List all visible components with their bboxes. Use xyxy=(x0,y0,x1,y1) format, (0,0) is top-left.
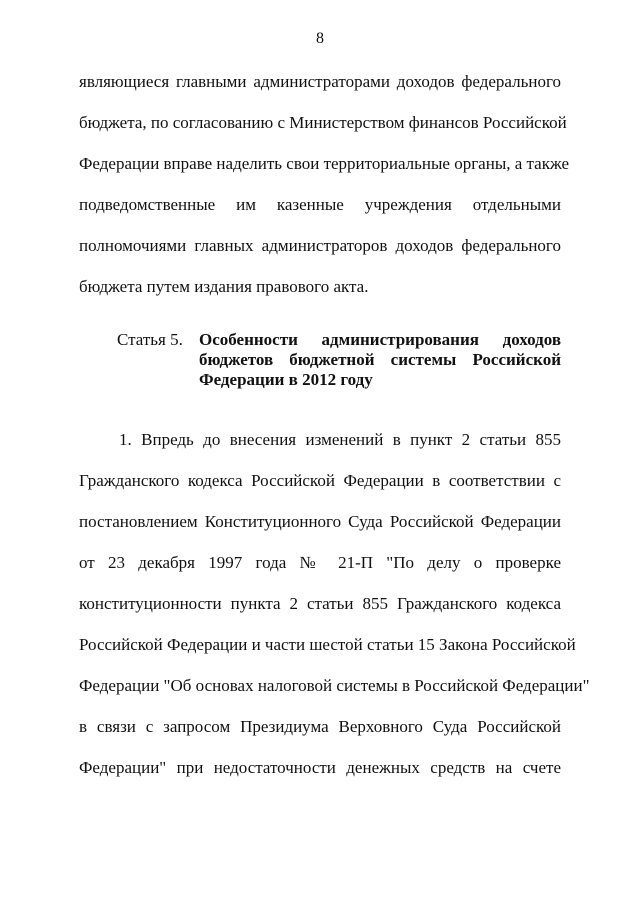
text-line: полномочиями главных администраторов доходов федерального xyxy=(79,236,561,255)
text-line: Российской Федерации и части шестой статьи 15 Закона Российской xyxy=(79,635,576,654)
text-line: Федерации вправе наделить свои территориальные органы, а также xyxy=(79,154,570,173)
article-label: Статья 5. xyxy=(117,330,183,349)
text-line: бюджета путем издания правового акта. xyxy=(79,277,369,296)
text-line: постановлением Конституционного Суда Российской Федерации xyxy=(79,512,561,531)
text-line: от 23 декабря 1997 года № 21-П "По делу о проверке xyxy=(79,553,561,572)
text-line: являющиеся главными администраторами доходов федерального xyxy=(79,72,561,91)
text-line: в связи с запросом Президиума Верховного Суда Российской xyxy=(79,717,561,736)
text-line: Федерации "Об основах налоговой системы в Российской Федерации" xyxy=(79,676,590,695)
text-line: Федерации" при недостаточности денежных средств на счете xyxy=(79,758,561,777)
paragraph-continuation xyxy=(79,61,570,307)
article-title-line: бюджетов бюджетной системы Российской xyxy=(199,350,561,369)
article-title xyxy=(199,330,561,390)
article-paragraph-1 xyxy=(79,419,590,788)
text-line: бюджета, по согласованию с Министерством финансов Российской xyxy=(79,113,567,132)
text-line: Гражданского кодекса Российской Федерации в соответствии с xyxy=(79,471,561,490)
article-title-line: Особенности администрирования доходов xyxy=(199,330,561,349)
text-line: подведомственные им казенные учреждения отдельными xyxy=(79,195,561,214)
text-line: конституционности пункта 2 статьи 855 Гражданского кодекса xyxy=(79,594,561,613)
article-title-line: Федерации в 2012 году xyxy=(199,370,373,389)
page-number: 8 xyxy=(316,30,324,47)
text-line: 1. Впредь до внесения изменений в пункт 2 статьи 855 xyxy=(119,430,561,449)
